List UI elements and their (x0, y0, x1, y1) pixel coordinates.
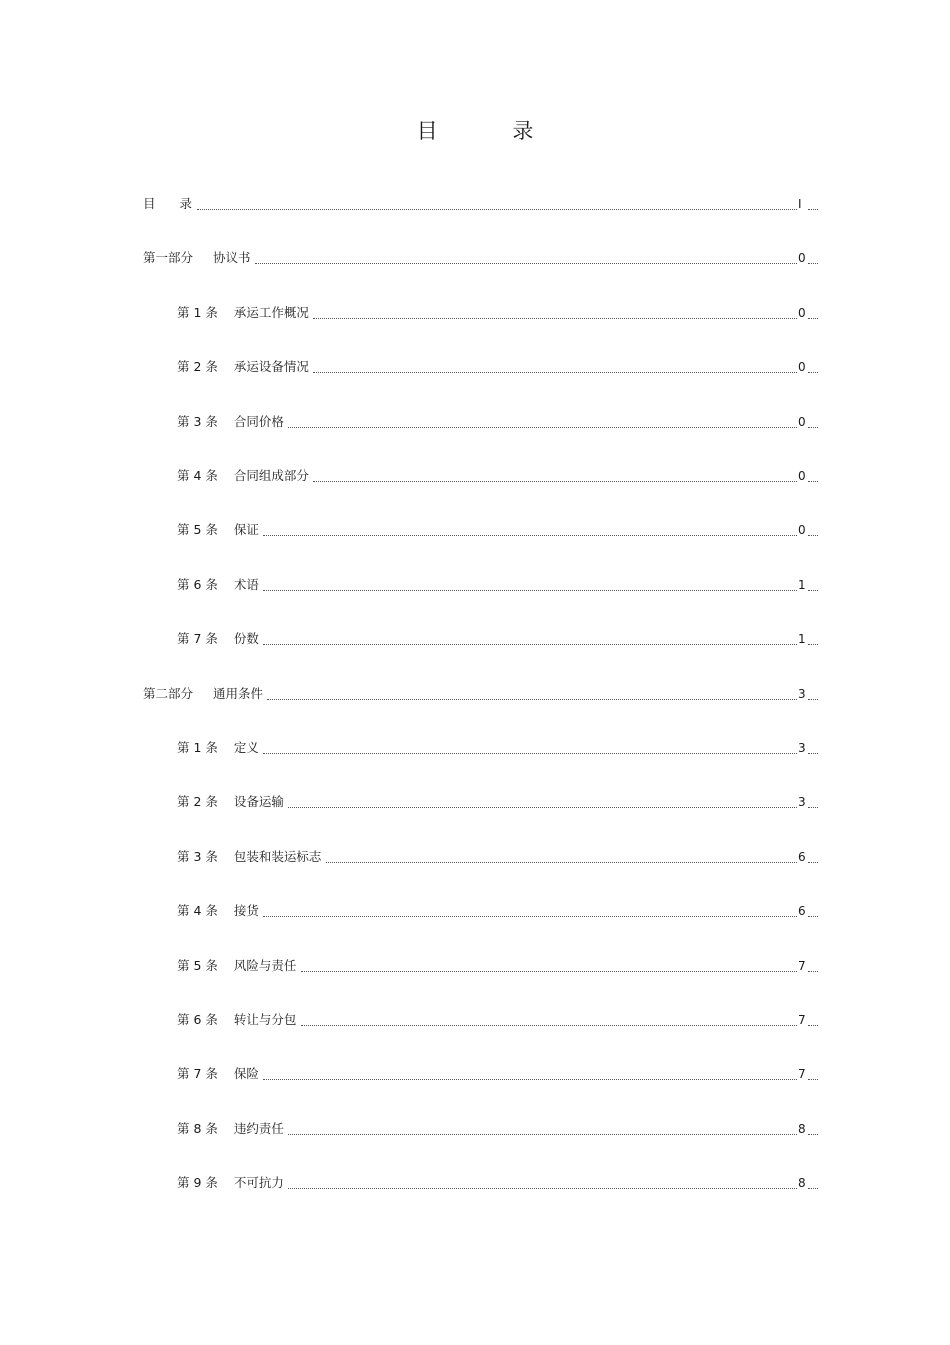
toc-entry[interactable] (177, 1174, 822, 1192)
toc-page-number: 0 (798, 415, 806, 429)
toc-leader-dots (313, 304, 797, 319)
toc-leader-dots (263, 1065, 797, 1080)
toc-leader-dots (263, 521, 797, 536)
toc-entry-title: 不可抗力 (233, 1175, 284, 1190)
toc-entry[interactable] (177, 1011, 822, 1029)
toc-leader-dots (267, 685, 797, 700)
toc-page-number: I (798, 197, 802, 211)
toc-entry-title: 违约责任 (233, 1121, 284, 1136)
toc-entry[interactable] (177, 739, 822, 757)
toc-entry-number: 第 6 条 (177, 1012, 218, 1027)
toc-leader-tail (808, 902, 818, 917)
toc-entry-title: 转让与分包 (233, 1012, 297, 1027)
toc-page-number: 6 (798, 904, 806, 918)
toc-page-number: 8 (798, 1122, 806, 1136)
toc-entry-title: 风险与责任 (233, 958, 297, 973)
toc-leader-dots (326, 848, 797, 863)
toc-entry-number: 第一部分 (143, 250, 194, 265)
toc-page-number: 6 (798, 850, 806, 864)
toc-entry[interactable] (177, 1120, 822, 1138)
toc-leader-dots (288, 1174, 797, 1189)
toc-leader-tail (808, 576, 818, 591)
toc-leader-tail (808, 630, 818, 645)
toc-leader-tail (808, 467, 818, 482)
toc-entry-title: 通用条件 (213, 686, 264, 701)
toc-leader-dots (263, 576, 797, 591)
toc-page-number: 3 (798, 741, 806, 755)
toc-leader-dots (288, 793, 797, 808)
toc-entry[interactable] (177, 304, 822, 322)
toc-page-number: 0 (798, 360, 806, 374)
toc-entry-title: 录 (179, 196, 193, 211)
toc-entry[interactable] (143, 249, 822, 267)
toc-entry-number: 第 6 条 (177, 577, 218, 592)
toc-entry-number: 第 4 条 (177, 468, 218, 483)
toc-leader-dots (263, 902, 797, 917)
toc-entry-title: 定义 (233, 740, 259, 755)
toc-entry-title: 包装和装运标志 (233, 849, 322, 864)
toc-entry-title: 合同组成部分 (233, 468, 309, 483)
toc-leader-tail (808, 848, 818, 863)
toc-entry[interactable] (177, 902, 822, 920)
toc-entry-title: 承运工作概况 (233, 305, 309, 320)
toc-leader-dots (313, 358, 797, 373)
toc-page-number: 0 (798, 251, 806, 265)
toc-entry[interactable] (177, 793, 822, 811)
toc-leader-tail (808, 739, 818, 754)
toc-entry-number: 第 2 条 (177, 794, 218, 809)
toc-entry[interactable] (143, 195, 822, 213)
toc-page-number: 7 (798, 1013, 806, 1027)
toc-leader-tail (808, 413, 818, 428)
toc-entry-title: 接货 (233, 903, 259, 918)
toc-entry[interactable] (177, 467, 822, 485)
toc-entry-number: 第 1 条 (177, 305, 218, 320)
toc-entry[interactable] (177, 630, 822, 648)
toc-entry-number: 第 5 条 (177, 958, 218, 973)
toc-entry-title: 术语 (233, 577, 259, 592)
toc-entry-title: 设备运输 (233, 794, 284, 809)
toc-leader-tail (808, 957, 818, 972)
toc-entry-number: 第 3 条 (177, 414, 218, 429)
toc-entry-number: 第 1 条 (177, 740, 218, 755)
toc-page-number: 3 (798, 795, 806, 809)
toc-entry[interactable] (177, 1065, 822, 1083)
toc-leader-dots (301, 957, 797, 972)
toc-entry[interactable] (177, 576, 822, 594)
toc-entry-number: 第 3 条 (177, 849, 218, 864)
toc-entry-number: 第二部分 (143, 686, 194, 701)
toc-page-number: 0 (798, 306, 806, 320)
toc-entry[interactable] (177, 848, 822, 866)
toc-leader-tail (808, 1065, 818, 1080)
toc-leader-tail (808, 521, 818, 536)
toc-entry-title: 承运设备情况 (233, 359, 309, 374)
toc-leader-dots (288, 1120, 797, 1135)
toc-entry-title: 保证 (233, 522, 259, 537)
toc-entry-number: 第 8 条 (177, 1121, 218, 1136)
toc-entry-title: 保险 (233, 1066, 259, 1081)
toc-page-number: 3 (798, 687, 806, 701)
toc-leader-tail (808, 685, 818, 700)
toc-leader-tail (808, 249, 818, 264)
toc-entry-title: 合同价格 (233, 414, 284, 429)
toc-leader-tail (808, 1120, 818, 1135)
toc-entry-number: 目 (143, 196, 156, 211)
toc-leader-dots (255, 249, 797, 264)
toc-entry-number: 第 5 条 (177, 522, 218, 537)
toc-leader-tail (808, 358, 818, 373)
toc-leader-dots (263, 630, 797, 645)
toc-entry[interactable] (177, 521, 822, 539)
toc-leader-dots (288, 413, 797, 428)
toc-entry[interactable] (143, 685, 822, 703)
toc-leader-tail (808, 1174, 818, 1189)
toc-leader-tail (808, 793, 818, 808)
toc-leader-tail (808, 1011, 818, 1026)
toc-page-number: 7 (798, 959, 806, 973)
toc-entry-title: 协议书 (213, 250, 251, 265)
toc-leader-dots (301, 1011, 797, 1026)
toc-leader-dots (263, 739, 797, 754)
toc-entry[interactable] (177, 413, 822, 431)
toc-leader-tail (808, 195, 818, 210)
toc-page-number: 1 (798, 578, 806, 592)
toc-entry-number: 第 7 条 (177, 631, 218, 646)
toc-page-number: 1 (798, 632, 806, 646)
toc-page-number: 0 (798, 523, 806, 537)
toc-entry[interactable] (177, 358, 822, 376)
page-title: 目 录 (416, 119, 568, 143)
toc-leader-dots (313, 467, 797, 482)
toc-entry-number: 第 7 条 (177, 1066, 218, 1081)
toc-entry-number: 第 2 条 (177, 359, 218, 374)
toc-entry-number: 第 4 条 (177, 903, 218, 918)
toc-entry-number: 第 9 条 (177, 1175, 218, 1190)
toc-entry-title: 份数 (233, 631, 259, 646)
toc-page-number: 7 (798, 1067, 806, 1081)
toc-leader-tail (808, 304, 818, 319)
toc-page-number: 8 (798, 1176, 806, 1190)
toc-leader-dots (197, 195, 797, 210)
toc-entry[interactable] (177, 957, 822, 975)
toc-page-number: 0 (798, 469, 806, 483)
